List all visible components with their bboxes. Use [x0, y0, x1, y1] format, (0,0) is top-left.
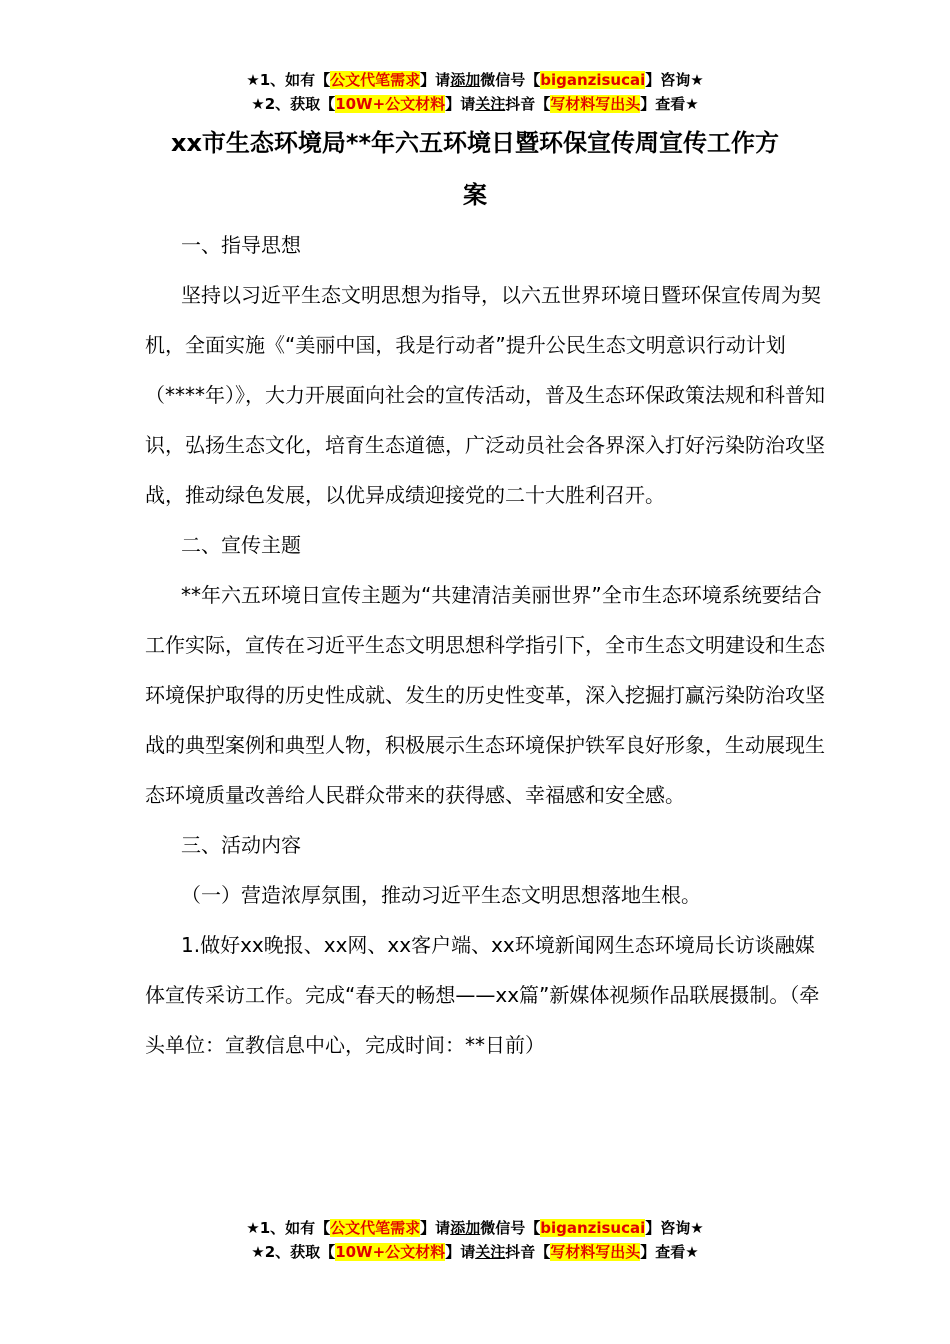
banner-text: 】查看★: [640, 95, 699, 113]
banner-text: ★1、如有【: [246, 1219, 331, 1237]
banner-highlight: 10W+公文材料: [335, 1243, 446, 1261]
banner-highlight: 公文代笔需求: [330, 1219, 421, 1237]
banner-text: 】请: [420, 71, 451, 89]
banner-underlined: 关注: [475, 1243, 506, 1261]
banner-text: 微信号【: [480, 1219, 541, 1237]
banner-text: 抖音【: [505, 95, 551, 113]
banner-text: 】查看★: [640, 1243, 699, 1261]
banner-text: 】咨询★: [645, 1219, 704, 1237]
banner-highlight: biganzisucai: [540, 71, 646, 89]
banner-text: ★2、获取【: [251, 1243, 336, 1261]
paragraph: 坚持以习近平生态文明思想为指导，以六五世界环境日暨环保宣传周为契机，全面实施《“美丽中国，我是行动者”提升公民生态文明意识行动计划（****年）》，大力开展面向社会的宣传活动，普及生态环保政策法规和科普知识，弘扬生态文化，培育生态道德，广泛动员社会各界深入打好污染防治攻坚战，推动绿色发展，以优异成绩迎接党的二十大胜利召开。: [145, 283, 825, 507]
section-heading: 一、指导思想: [181, 233, 301, 257]
banner-text: ★2、获取【: [251, 95, 336, 113]
bottom-banner: [0, 1216, 950, 1264]
banner-underlined: 添加: [450, 1219, 481, 1237]
banner-text: 】咨询★: [645, 71, 704, 89]
document-title-line-2: 案: [463, 181, 487, 209]
banner-text: 抖音【: [505, 1243, 551, 1261]
paragraph: **年六五环境日宣传主题为“共建清洁美丽世界”全市生态环境系统要结合工作实际，宣传在习近平生态文明思想科学指引下，全市生态文明建设和生态环境保护取得的历史性成就、发生的历史性变革，深入挖掘打赢污染防治攻坚战的典型案例和典型人物，积极展示生态环境保护铁军良好形象，生动展现生态环境质量改善给人民群众带来的获得感、幸福感和安全感。: [145, 583, 825, 807]
document-title-line-1: xx市生态环境局**年六五环境日暨环保宣传周宣传工作方: [170, 129, 780, 157]
top-banner: [0, 68, 950, 116]
banner-line-2: [0, 92, 950, 116]
banner-text: 】请: [445, 95, 476, 113]
banner-highlight: 10W+公文材料: [335, 95, 446, 113]
banner-highlight: 写材料写出头: [550, 95, 641, 113]
document-body: [145, 220, 825, 1070]
banner-text: 微信号【: [480, 71, 541, 89]
banner-line-2: [0, 1240, 950, 1264]
banner-text: 】请: [445, 1243, 476, 1261]
banner-underlined: 添加: [450, 71, 481, 89]
banner-line-1: [0, 1216, 950, 1240]
banner-line-1: [0, 68, 950, 92]
banner-underlined: 关注: [475, 95, 506, 113]
section-heading: 二、宣传主题: [181, 533, 301, 557]
banner-highlight: biganzisucai: [540, 1219, 646, 1237]
banner-text: ★1、如有【: [246, 71, 331, 89]
section-heading: 三、活动内容: [181, 833, 301, 857]
paragraph: 1.做好xx晚报、xx网、xx客户端、xx环境新闻网生态环境局长访谈融媒体宣传采访工作。完成“春天的畅想——xx篇”新媒体视频作品联展摄制。（牵头单位：宣教信息中心，完成时间：**日前）: [145, 933, 820, 1057]
sub-heading: （一）营造浓厚氛围，推动习近平生态文明思想落地生根。: [181, 883, 701, 907]
banner-highlight: 公文代笔需求: [330, 71, 421, 89]
banner-text: 】请: [420, 1219, 451, 1237]
banner-highlight: 写材料写出头: [550, 1243, 641, 1261]
